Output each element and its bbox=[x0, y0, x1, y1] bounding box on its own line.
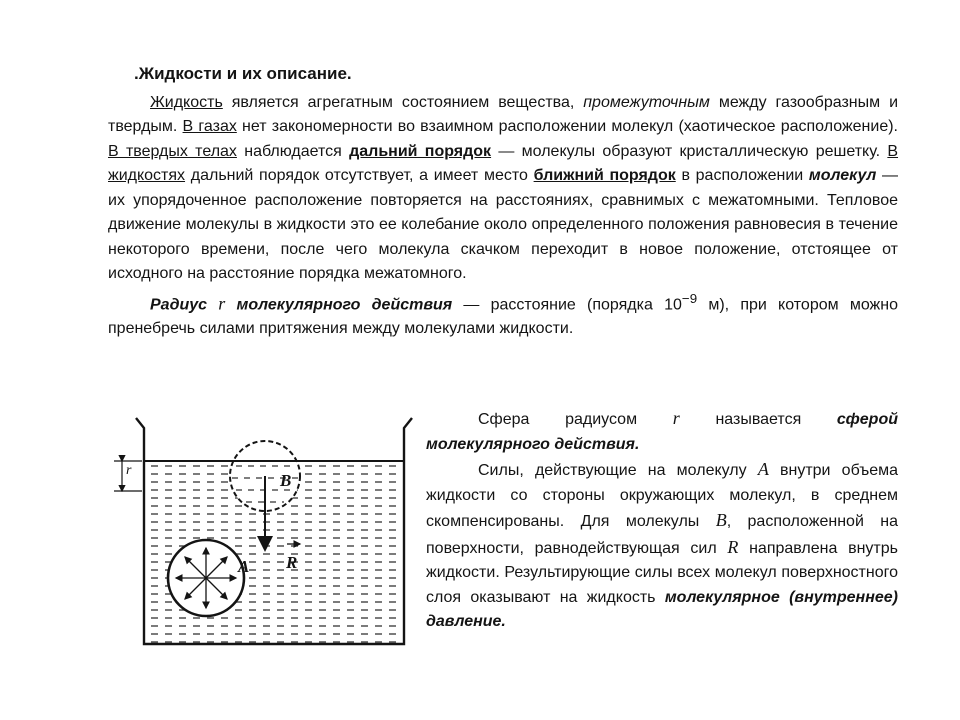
text-fragment: направлена внутрь жидкости. Результирующие силы всех молекул поверхностного слоя оказывают на жидкость bbox=[426, 539, 898, 606]
lower-section bbox=[108, 398, 898, 668]
term-molecular-pressure: молекулярное (внутреннее) давление. bbox=[426, 588, 898, 630]
label-a: A bbox=[238, 557, 250, 576]
section-heading: .Жидкости и их описание. bbox=[134, 64, 352, 83]
liquid-hatching bbox=[144, 462, 404, 644]
text-fragment: наблюдается bbox=[236, 142, 350, 160]
symbol-a: A bbox=[757, 459, 769, 479]
term-molecules: молекул bbox=[808, 167, 877, 184]
text-fragment: — их упорядоченное расположение повторяется на расстояниях, сравнимых с межатомными. Тепловое движение молекулы в жидкости это ее колебание около определенного положения равновесия в течение некоторого времени, после чего молекула скачком переходит в новое положение, отстоящее от исходного на расстояние порядка межатомного. bbox=[108, 167, 899, 282]
term-in-solids: В твердых телах bbox=[108, 142, 237, 160]
paragraph-liquids bbox=[108, 91, 898, 287]
text-fragment: дальний порядок отсутствует, а имеет место bbox=[185, 167, 534, 184]
text-fragment: называется bbox=[679, 411, 837, 428]
text-fragment: в расположении bbox=[675, 167, 809, 184]
paragraph-forces bbox=[426, 457, 898, 635]
text-fragment: — расстояние (порядка 10 bbox=[452, 295, 682, 313]
text-fragment: внутри объема жидкости со стороны окружающих молекул, в среднем скомпенсированы. Для молекулы bbox=[426, 462, 898, 530]
term-radius: Радиус bbox=[150, 295, 219, 313]
label-b: B bbox=[280, 471, 292, 490]
symbol-r: r bbox=[218, 292, 226, 313]
paragraph-radius bbox=[108, 287, 898, 342]
text-fragment: Сфера радиусом bbox=[478, 411, 673, 428]
document-body bbox=[108, 62, 898, 342]
text-fragment: м), при котором можно пренебречь силами притяжения между молекулами жидкости. bbox=[108, 295, 898, 338]
text-fragment: нет закономерности во взаимном расположении молекул (хаотическое расположение). bbox=[236, 118, 898, 135]
text-fragment: между газообразным и твердым. bbox=[108, 93, 899, 135]
term-short-range-order: ближний порядок bbox=[533, 167, 676, 184]
label-r-vector: R bbox=[286, 553, 298, 572]
term-in-liquids: В жидкостях bbox=[108, 142, 899, 184]
liquid-vessel-diagram bbox=[108, 398, 418, 658]
label-r: r bbox=[126, 463, 132, 478]
term-sphere-of-action: сферой молекулярного действия. bbox=[426, 411, 898, 453]
text-fragment: — молекулы образуют кристаллическую решетку. bbox=[491, 142, 888, 160]
term-molecular-action: молекулярного действия bbox=[225, 295, 453, 313]
right-column-text bbox=[426, 406, 898, 635]
term-intermediate: промежуточным bbox=[583, 93, 710, 111]
symbol-r-vector: R bbox=[727, 536, 739, 557]
exponent: −9 bbox=[681, 290, 698, 306]
term-in-gases: В газах bbox=[182, 118, 237, 135]
term-liquid: Жидкость bbox=[150, 93, 223, 111]
symbol-r: r bbox=[672, 408, 680, 428]
text-fragment: , расположенной на поверхности, равнодействующая сил bbox=[426, 513, 899, 557]
sphere-a-forces bbox=[176, 548, 236, 608]
term-long-range-order: дальний порядок bbox=[349, 142, 492, 160]
paragraph-sphere bbox=[426, 406, 898, 457]
symbol-b: B bbox=[715, 510, 727, 530]
text-fragment: является агрегатным состоянием вещества, bbox=[222, 93, 584, 111]
text-fragment: Силы, действующие на молекулу bbox=[478, 462, 758, 479]
